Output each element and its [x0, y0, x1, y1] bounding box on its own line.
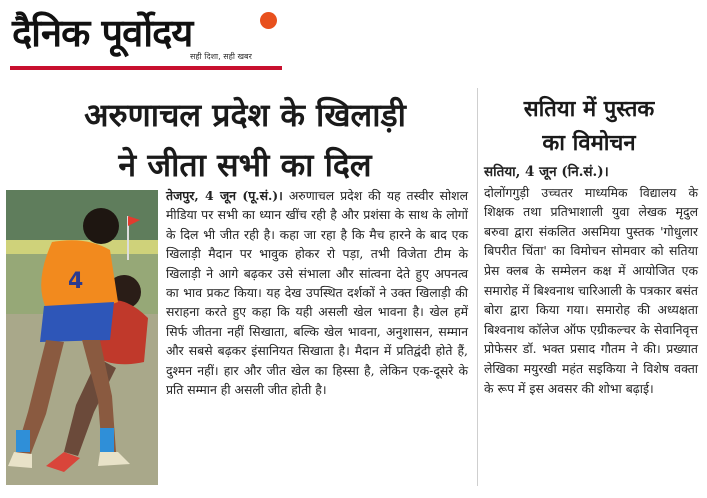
story2-headline-line1: सतिया में पुस्तक	[523, 97, 655, 122]
story1-dateline: तेजपुर, 4 जून (पू.सं.)।	[166, 188, 283, 203]
story1-headline-line2: ने जीता सभी का दिल	[118, 146, 372, 184]
story2-headline	[486, 93, 692, 161]
story2-body	[484, 163, 698, 398]
story2-headline-line2: का विमोचन	[542, 131, 636, 156]
newspaper-title: दैनिक पूर्वोदय	[12, 11, 193, 55]
newspaper-tagline: सही दिशा, सही खबर	[190, 52, 252, 61]
story1-headline	[14, 90, 476, 190]
story2-text: दोलोंगगुड़ी उच्चतर माध्यमिक विद्यालय के शिक्षक तथा प्रतिभाशाली युवा लेखक मृदुल बरुवा द्वारा संकलित असमिया पुस्तक 'गोधुलार बिपरीत चिंता' का विमोचन सोमवार को सतिया प्रेस क्लब के सम्मेलन कक्ष में आयोजित एक समारोह में बिश्वनाथ चारिआली के पत्रकार बसंत बोरा द्वारा किया गया। समारोह की अध्यक्षता बिश्वनाथ कॉलेज ऑफ एग्रीकल्चर के सेवानिवृत्त प्रोफेसर डॉ. भक्त प्रसाद गौतम ने की। प्रख्यात लेखिका मयुरखी महंत सइकिया ने विशेष वक्ता के रूप में इस अवसर की शोभा बढ़ाई।	[484, 184, 698, 396]
story2-dateline: सतिया, 4 जून (नि.सं.)।	[484, 164, 609, 180]
column-divider	[477, 88, 478, 486]
football-players-illustration	[6, 190, 158, 485]
story1-photo	[6, 190, 158, 485]
masthead	[10, 6, 285, 72]
jersey-number: 4	[68, 269, 84, 294]
story1-body	[166, 186, 468, 399]
masthead-rule	[10, 66, 282, 70]
story1-headline-line1: अरुणाचल प्रदेश के खिलाड़ी	[84, 96, 406, 134]
story1-text: अरुणाचल प्रदेश की यह तस्वीर सोशल मीडिया पर सभी का ध्यान खींच रही है और प्रशंसा के साथ के लोगों के दिल भी जीत रही है। कहा जा रहा है कि मैच हारने के बाद एक खिलाड़ी मैदान पर भावुक होकर रो पड़ा, तभी विजेता टीम के खिलाड़ी ने आगे बढ़कर उसे संभाला और सांत्वना देते हुए अपनत्व का भाव प्रकट किया। यह देख उपस्थित दर्शकों ने उक्त खिलाड़ी की सराहना करते हुए कहा कि यही असली खेल भावना है। खेल हमें सिर्फ जीतना नहीं सिखाता, बल्कि खेल भावना, अनुशासन, सम्मान और सबसे बढ़कर इंसानियत सिखाता है। मैदान में प्रतिद्वंदी होते हैं, दुश्मन नहीं। हार और जीत खेल का हिस्सा है, लेकिन एक-दूसरे के प्रति सम्मान ही असली जीत होती है।	[166, 188, 468, 398]
masthead-logo-dot	[260, 12, 277, 29]
